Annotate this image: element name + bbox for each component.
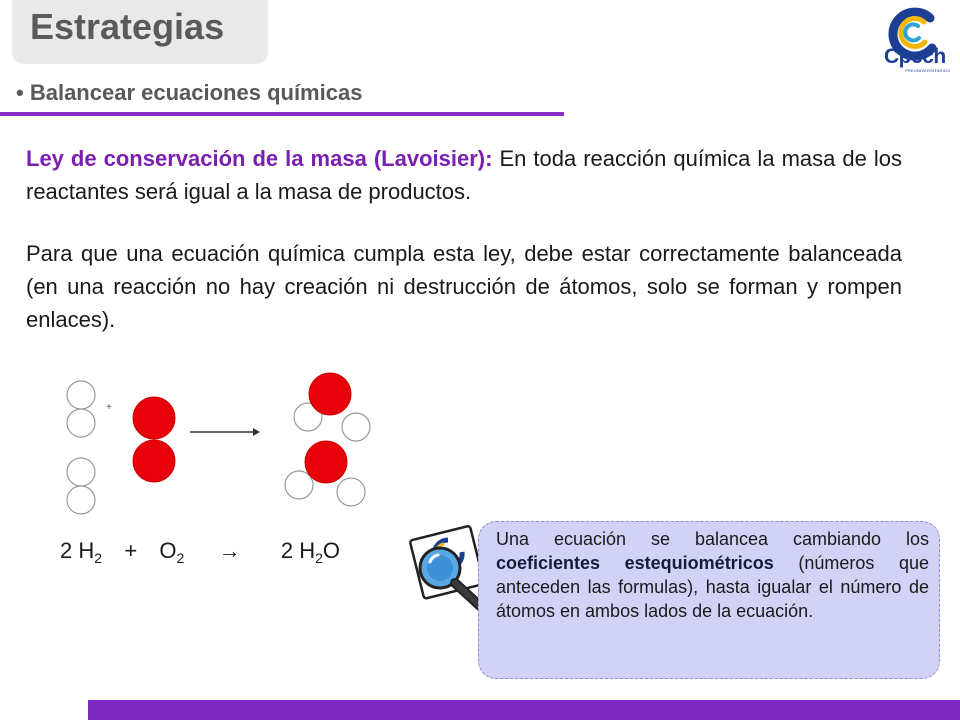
plus-operator: + — [124, 538, 138, 563]
product-coefficient: 2 — [280, 538, 294, 563]
chemical-equation — [60, 538, 340, 566]
oxygen-molecule — [133, 397, 175, 482]
topic-bullet: • — [16, 80, 24, 105]
law-paragraph — [26, 142, 902, 208]
callout-emphasis: coeficientes estequiométricos — [496, 553, 774, 573]
topic-label: Balancear ecuaciones químicas — [29, 80, 363, 105]
hydrogen-molecule-2 — [67, 458, 95, 514]
arrow-operator: → — [218, 538, 241, 563]
topic-underline — [0, 112, 564, 116]
water-molecule-1 — [294, 373, 370, 441]
reaction-diagram — [60, 365, 380, 525]
topic-heading — [16, 80, 362, 106]
logo-text: Cpech — [884, 45, 946, 68]
callout-text: Una ecuación se balancea cambiando los coeficientes estequiométricos (números que anteceden las formulas), hasta igualar el número de átomos en ambos lados de la ecuación. — [496, 529, 930, 621]
water-molecule-2 — [285, 441, 365, 506]
hydrogen-molecule-1 — [67, 381, 95, 437]
product-formula: $H_2O$ — [299, 538, 341, 566]
reactant1-formula: $H_2$ — [78, 538, 103, 566]
balance-paragraph: Para que una ecuación química cumpla esta ley, debe estar correctamente balanceada (en una reacción no hay creación ni destrucción de átomos, solo se forman y rompen enlaces). — [26, 241, 902, 332]
reactant2-formula: $O_2$ — [159, 538, 185, 566]
page-title: Estrategias — [30, 6, 225, 47]
logo-subtext: PREUNIVERSITARIOS — [905, 68, 951, 73]
reactant1-coefficient: 2 — [60, 538, 73, 563]
bottom-bar — [88, 700, 960, 720]
law-body: En toda reacción química la masa de los reactantes será igual a la masa de productos. — [26, 146, 903, 204]
plus-sign: + — [106, 402, 112, 413]
law-title: Ley de conservación de la masa (Lavoisier): — [26, 146, 493, 171]
reaction-arrow — [190, 428, 260, 436]
